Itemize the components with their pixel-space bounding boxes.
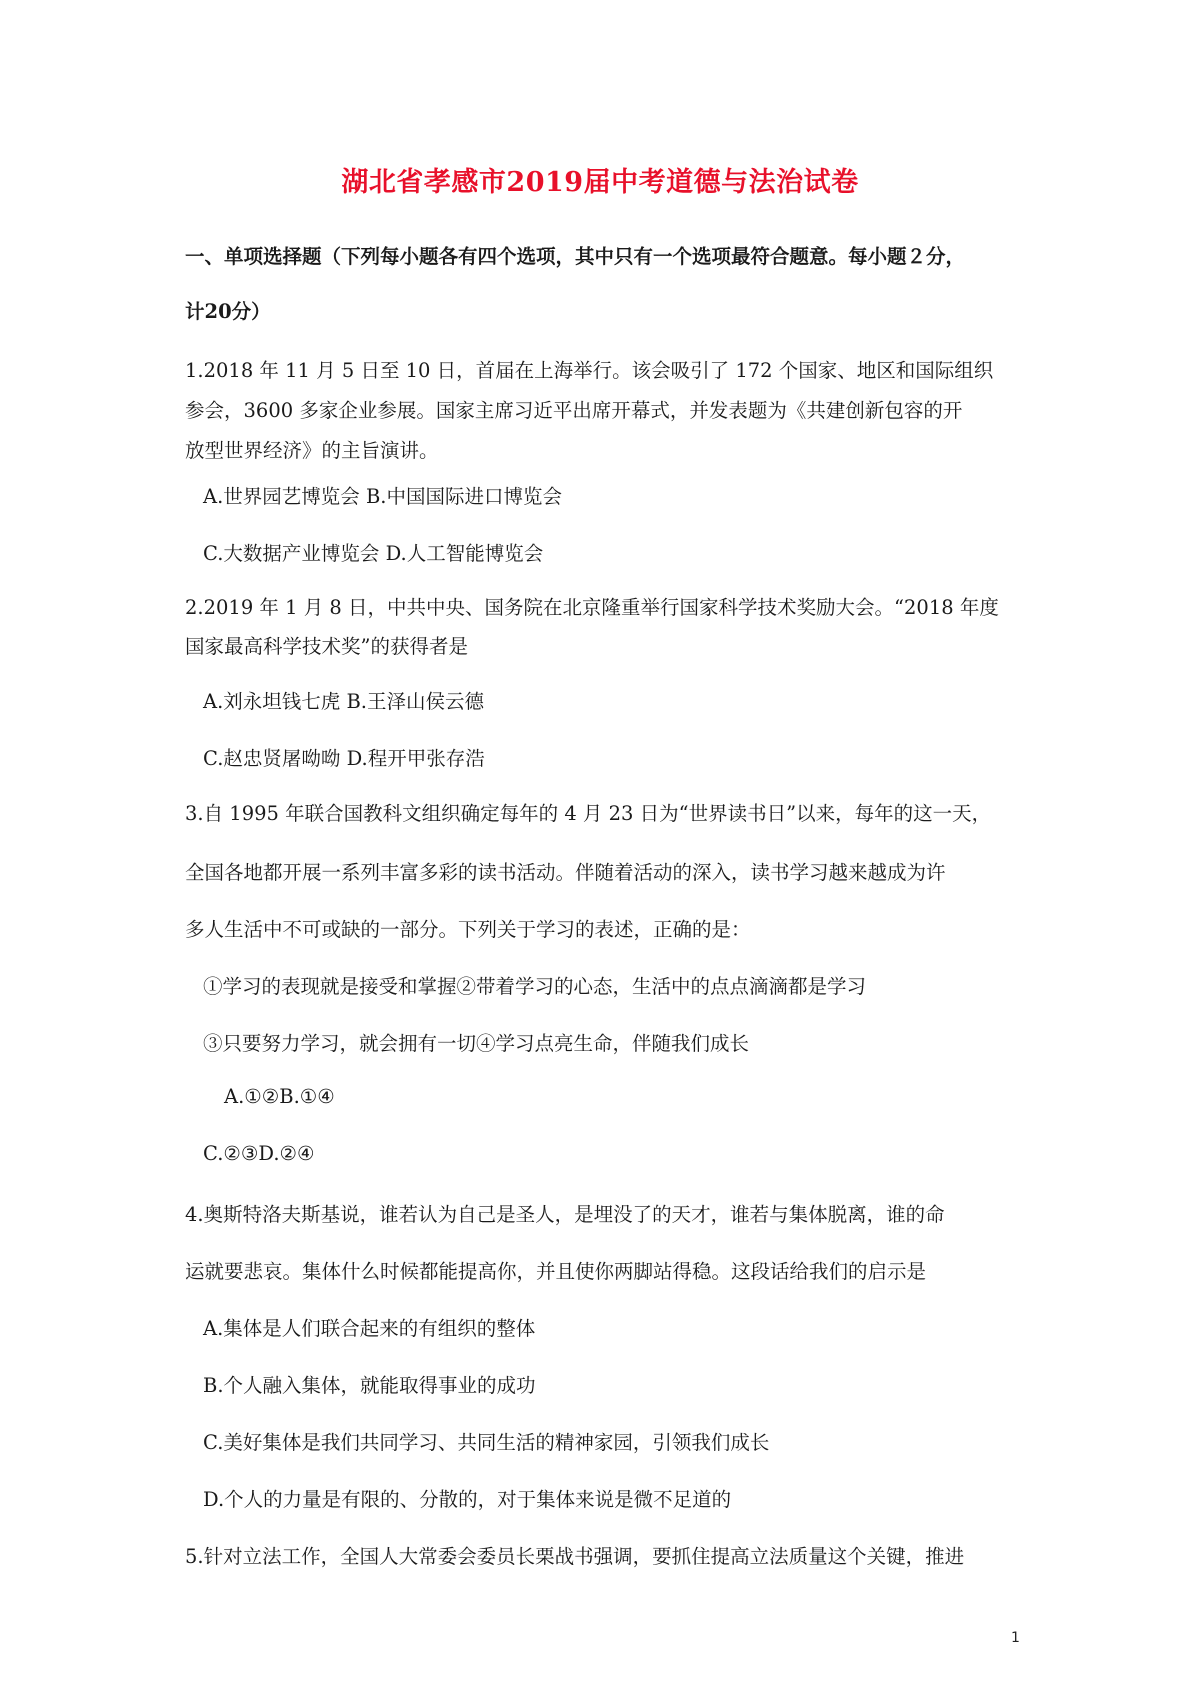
question-1-line-3: 放型世界经济》的主旨演讲。: [185, 439, 439, 462]
question-5-line-1: 5.针对立法工作，全国人大常委会委员长栗战书强调，要抓住提高立法质量这个关键，推进: [185, 1545, 965, 1568]
question-1-options-cd: C.大数据产业博览会 D.人工智能博览会: [203, 542, 544, 565]
question-3-line-3: 多人生活中不可或缺的一部分。下列关于学习的表述，正确的是：: [185, 918, 751, 941]
question-1-line-1: 1.2018 年 11 月 5 日至 10 日，首届在上海举行。该会吸引了 172 个国家、地区和国际组织: [185, 359, 994, 382]
question-2-options-cd: C.赵忠贤屠呦呦 D.程开甲张存浩: [203, 747, 485, 770]
question-3-line-2: 全国各地都开展一系列丰富多彩的读书活动。伴随着活动的深入，读书学习越来越成为许: [185, 861, 946, 884]
question-2-options-ab: A.刘永坦钱七虎 B.王泽山侯云德: [203, 690, 485, 713]
question-2-line-1: 2.2019 年 1 月 8 日，中共中央、国务院在北京隆重举行国家科学技术奖励大会。“2018 年度: [185, 596, 999, 619]
section-heading-line-2: 计20分）: [185, 300, 271, 323]
question-1-line-2: 参会，3600 多家企业参展。国家主席习近平出席开幕式，并发表题为《共建创新包容的开: [185, 399, 963, 422]
question-3-line-1: 3.自 1995 年联合国教科文组织确定每年的 4 月 23 日为“世界读书日”以来，每年的这一天，: [185, 802, 992, 825]
question-4-line-2: 运就要悲哀。集体什么时候都能提高你，并且使你两脚站得稳。这段话给我们的启示是: [185, 1260, 927, 1283]
question-1-options-ab: A.世界园艺博览会 B.中国国际进口博览会: [203, 485, 563, 508]
question-4-option-d: D.个人的力量是有限的、分散的，对于集体来说是微不足道的: [203, 1488, 732, 1511]
question-2-line-2: 国家最高科学技术奖”的获得者是: [185, 635, 468, 658]
page-title: 湖北省孝感市2019届中考道德与法治试卷: [341, 167, 859, 198]
question-3-options-cd: C.②③D.②④: [203, 1142, 315, 1165]
question-4-line-1: 4.奥斯特洛夫斯基说，谁若认为自己是圣人，是埋没了的天才，谁若与集体脱离，谁的命: [185, 1203, 945, 1226]
question-3-statement-1: ①学习的表现就是接受和掌握②带着学习的心态，生活中的点点滴滴都是学习: [203, 975, 867, 998]
question-3-statement-2: ③只要努力学习，就会拥有一切④学习点亮生命，伴随我们成长: [203, 1032, 750, 1055]
question-3-options-ab: A.①②B.①④: [224, 1085, 335, 1108]
question-4-option-b: B.个人融入集体，就能取得事业的成功: [203, 1374, 536, 1397]
question-4-option-c: C.美好集体是我们共同学习、共同生活的精神家园，引领我们成长: [203, 1431, 770, 1454]
section-heading-line-1: 一、单项选择题（下列每小题各有四个选项，其中只有一个选项最符合题意。每小题２分，: [185, 245, 966, 268]
question-4-option-a: A.集体是人们联合起来的有组织的整体: [203, 1317, 536, 1340]
page-number: 1: [1011, 1630, 1020, 1646]
